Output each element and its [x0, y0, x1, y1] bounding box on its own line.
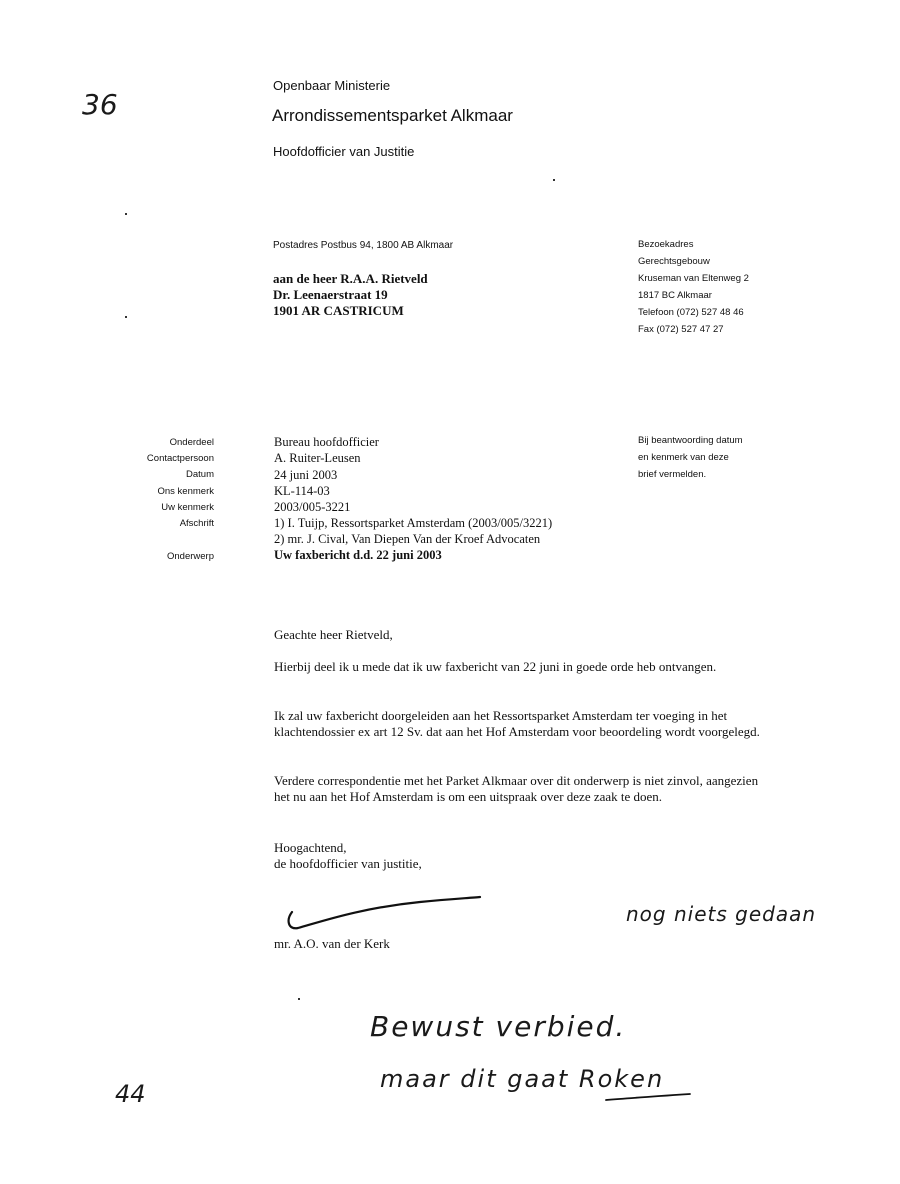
- org-ministry: Openbaar Ministerie: [273, 78, 391, 93]
- reply-note-line: en kenmerk van deze: [638, 452, 729, 463]
- label-copy: Afschrift: [179, 518, 214, 529]
- label-date: Datum: [186, 469, 214, 480]
- value-your-ref: 2003/005-3221: [274, 500, 351, 514]
- reply-note-line: Bij beantwoording datum: [638, 435, 743, 446]
- value-department: Bureau hoofdofficier: [274, 435, 379, 449]
- margin-number-bottom: 44: [115, 1080, 146, 1108]
- recipient-city: 1901 AR CASTRICUM: [273, 303, 404, 318]
- reply-note-line: brief vermelden.: [638, 469, 707, 480]
- closing: Hoogachtend,: [274, 840, 347, 855]
- scan-speck: [298, 998, 300, 1000]
- recipient-name: aan de heer R.A.A. Rietveld: [273, 271, 428, 286]
- handwritten-note-right: nog niets gedaan: [626, 902, 817, 926]
- signer-title: de hoofdofficier van justitie,: [274, 856, 422, 871]
- visit-address-building: Gerechtsgebouw: [638, 256, 710, 267]
- label-subject: Onderwerp: [167, 551, 214, 562]
- paragraph-3: Verdere correspondentie met het Parket Alkmaar over dit onderwerp is niet zinvol, aangezien het nu aan het Hof Amsterdam is om een uitspraak over deze zaak te doen.: [274, 773, 759, 804]
- scan-speck: [553, 179, 555, 181]
- handwritten-note-bottom-1: Bewust verbied.: [370, 1010, 627, 1043]
- value-copy-2: 2) mr. J. Cival, Van Diepen Van der Kroef Advocaten: [274, 532, 541, 546]
- label-your-ref: Uw kenmerk: [161, 502, 214, 513]
- visit-address-street: Kruseman van Eltenweg 2: [638, 273, 749, 284]
- visit-address-phone: Telefoon (072) 527 48 46: [638, 307, 744, 318]
- handwritten-note-bottom-2: maar dit gaat Roken: [380, 1065, 665, 1093]
- paragraph-2: Ik zal uw faxbericht doorgeleiden aan het Ressortsparket Amsterdam ter voeging in het klachtendossier ex art 12 Sv. dat aan het Hof Amsterdam voor beoordeling wordt voorgelegd.: [274, 708, 760, 739]
- value-our-ref: KL-114-03: [274, 484, 330, 498]
- value-contact: A. Ruiter-Leusen: [274, 451, 361, 465]
- signer-name: mr. A.O. van der Kerk: [274, 936, 390, 951]
- org-office: Arrondissementsparket Alkmaar: [272, 106, 513, 125]
- recipient-street: Dr. Leenaerstraat 19: [273, 287, 388, 302]
- value-copy-1: 1) I. Tuijp, Ressortsparket Amsterdam (2003/005/3221): [274, 516, 553, 530]
- visit-address-city: 1817 BC Alkmaar: [638, 290, 712, 301]
- label-our-ref: Ons kenmerk: [157, 486, 214, 497]
- label-contact: Contactpersoon: [146, 453, 214, 464]
- underline-stroke: [606, 1094, 690, 1100]
- scan-speck: [125, 213, 127, 215]
- scan-speck: [125, 316, 127, 318]
- org-department: Hoofdofficier van Justitie: [273, 144, 415, 159]
- postal-address: Postadres Postbus 94, 1800 AB Alkmaar: [273, 240, 454, 251]
- visit-address-title: Bezoekadres: [638, 239, 694, 250]
- value-date: 24 juni 2003: [274, 468, 338, 482]
- visit-address-fax: Fax (072) 527 47 27: [638, 324, 724, 335]
- value-subject: Uw faxbericht d.d. 22 juni 2003: [274, 548, 442, 562]
- paragraph-1: Hierbij deel ik u mede dat ik uw faxbericht van 22 juni in goede orde heb ontvangen.: [274, 659, 717, 674]
- label-department: Onderdeel: [169, 437, 214, 448]
- margin-number-top: 36: [82, 88, 118, 121]
- signature: [289, 897, 480, 928]
- salutation: Geachte heer Rietveld,: [274, 627, 393, 642]
